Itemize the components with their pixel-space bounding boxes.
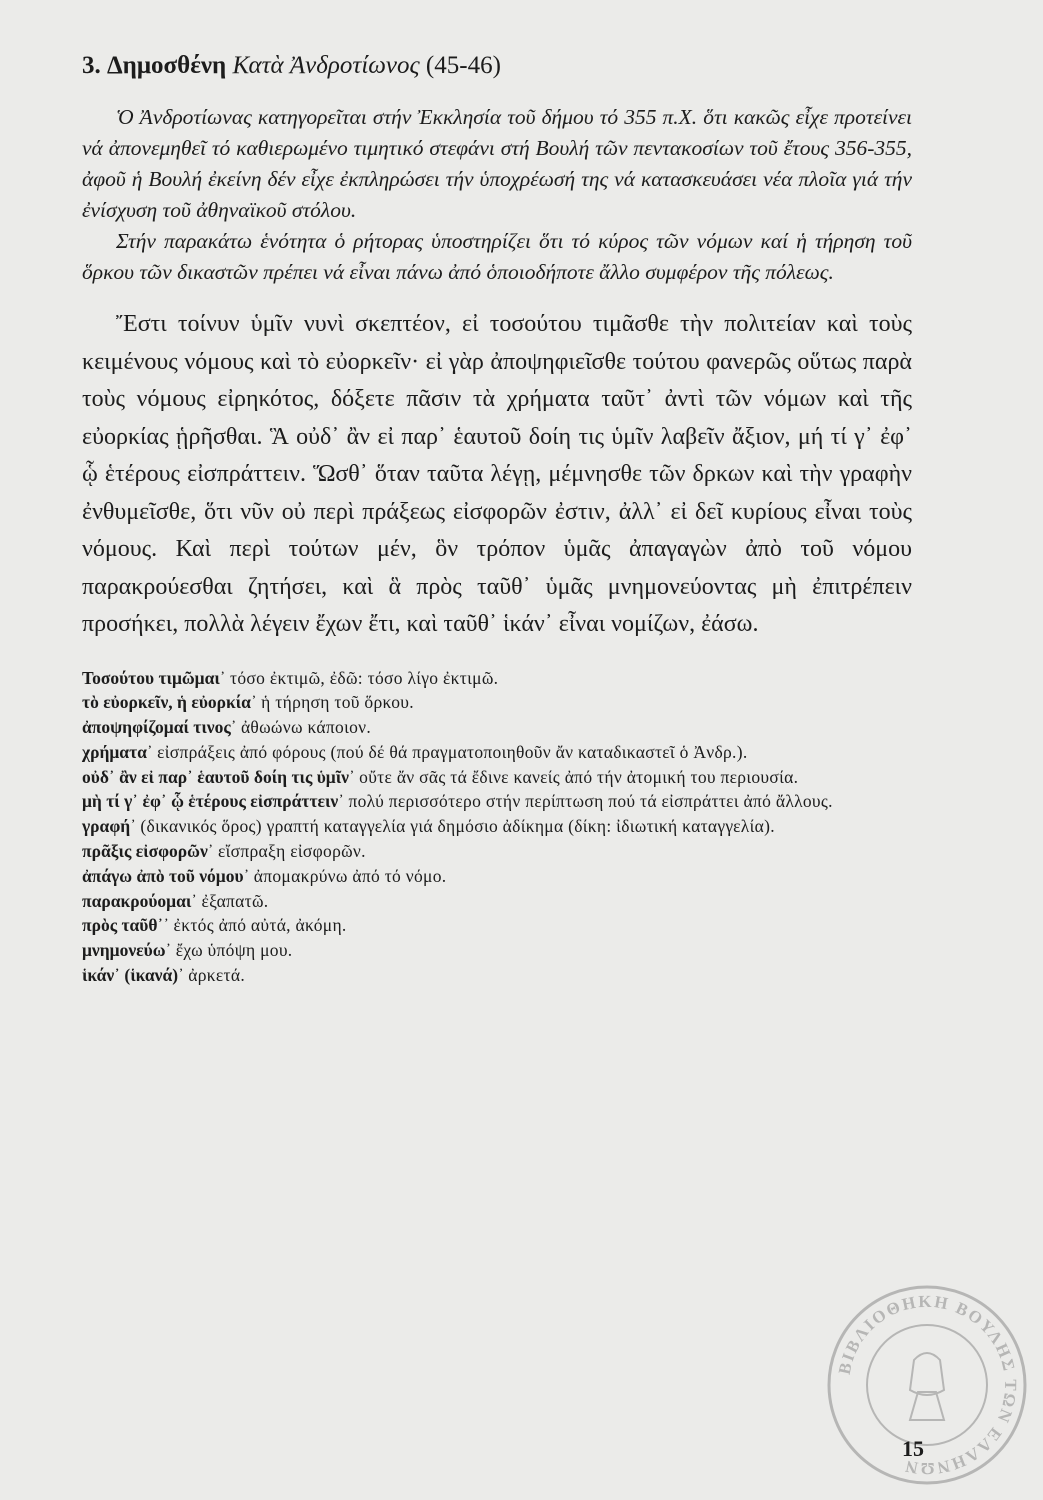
intro-paragraph: Ὁ Ἀνδροτίωνας κατηγορεῖται στήν Ἐκκλησία τοῦ δήμου τό 355 π.Χ. ὅτι κακῶς εἶχε προτείνει νά ἀπονεμηθεῖ τό καθιερωμένο τιμητικό στεφάνι στή Βουλή τῶν πεντακοσίων τοῦ ἔτους 356-355, ἀφοῦ ἡ Βουλή ἐκείνη δέν εἶχε ἐκπληρώσει τήν ὑποχρέωσή της νά κατασκευάσει νέα πλοῖα γιά τήν ἐνίσχυση τοῦ ἀθηναϊκοῦ στόλου. bbox=[82, 105, 912, 222]
section-heading bbox=[82, 52, 912, 80]
glossary-entry: πρὸς ταῦθ᾿᾿ ἐκτός ἀπό αὐτά, ἀκόμη. bbox=[82, 915, 347, 936]
glossary-entry: χρήματα᾿ εἰσπράξεις ἀπό φόρους (πού δέ θά πραγματοποιηθοῦν ἄν καταδικαστεῖ ὁ Ἀνδρ.). bbox=[82, 741, 748, 762]
page-content bbox=[82, 52, 912, 988]
glossary bbox=[82, 666, 912, 988]
glossary-definition: πολύ περισσότερο στήν περίπτωση πού τά εἰσπράττει ἀπό ἄλλους. bbox=[348, 791, 833, 812]
heading-work: Κατὰ Ἀνδροτίωνος bbox=[232, 52, 420, 79]
glossary-definition: ἀπομακρύνω ἀπό τό νόμο. bbox=[253, 865, 447, 886]
glossary-term: οὐδ᾿ ἂν εἰ παρ᾿ ἑαυτοῦ δοίη τις ὑμῖν bbox=[82, 766, 349, 787]
glossary-term: ἀποψηφίζομαί τινος bbox=[82, 717, 231, 738]
glossary-definition: εἴσπραξη εἰσφορῶν. bbox=[217, 841, 366, 862]
glossary-term: παρακρούομαι bbox=[82, 890, 192, 911]
glossary-entry: μνημονεύω᾿ ἔχω ὑπόψη μου. bbox=[82, 940, 293, 961]
ancient-text-passage bbox=[82, 306, 912, 644]
page-number: 15 bbox=[902, 1436, 924, 1461]
glossary-term: ἀπάγω ἀπὸ τοῦ νόμου bbox=[82, 865, 244, 886]
stamp-figure bbox=[910, 1353, 944, 1420]
glossary-term: χρήματα bbox=[82, 741, 147, 762]
glossary-entry: πρᾶξις εἰσφορῶν᾿ εἴσπραξη εἰσφορῶν. bbox=[82, 841, 366, 862]
glossary-definition: ἀρκετά. bbox=[188, 965, 246, 986]
glossary-entry: ἱκάν᾿ (ἱκανά)᾿ ἀρκετά. bbox=[82, 965, 246, 986]
glossary-definition: τόσο ἐκτιμῶ, ἐδῶ: τόσο λίγο ἐκτιμῶ. bbox=[229, 667, 499, 688]
glossary-term: πρὸς ταῦθ᾿ bbox=[82, 915, 164, 936]
glossary-definition: ἀθωώνω κάποιον. bbox=[240, 717, 372, 738]
glossary-definition: ἐκτός ἀπό αὐτά, ἀκόμη. bbox=[173, 915, 347, 936]
glossary-term: ἱκάν᾿ (ἱκανά) bbox=[82, 965, 179, 986]
glossary-term: τὸ εὐορκεῖν, ἡ εὐορκία bbox=[82, 692, 251, 713]
glossary-entry: ἀπάγω ἀπὸ τοῦ νόμου᾿ ἀπομακρύνω ἀπό τό νόμο. bbox=[82, 865, 447, 886]
glossary-entry: μὴ τί γ᾿ ἐφ᾿ ᾧ ἑτέρους εἰσπράττειν᾿ πολύ περισσότερο στήν περίπτωση πού τά εἰσπράττει ἀπό ἄλλους. bbox=[82, 791, 833, 812]
introduction bbox=[82, 102, 912, 288]
glossary-entry: τὸ εὐορκεῖν, ἡ εὐορκία᾿ ἡ τήρηση τοῦ ὅρκου. bbox=[82, 692, 414, 713]
glossary-term: πρᾶξις εἰσφορῶν bbox=[82, 841, 208, 862]
intro-paragraph: Στήν παρακάτω ἑνότητα ὁ ρήτορας ὑποστηρίζει ὅτι τό κύρος τῶν νόμων καί ἡ τήρηση τοῦ ὅρκου τῶν δικαστῶν πρέπει νά εἶναι πάνω ἀπό ὁποιοδήποτε ἄλλο συμφέρον τῆς πόλεως. bbox=[82, 229, 912, 284]
glossary-entry: ἀποψηφίζομαί τινος᾿ ἀθωώνω κάποιον. bbox=[82, 717, 372, 738]
glossary-definition: εἰσπράξεις ἀπό φόρους (πού δέ θά πραγματοποιηθοῦν ἄν καταδικαστεῖ ὁ Ἀνδρ.). bbox=[157, 741, 748, 762]
glossary-entry: οὐδ᾿ ἂν εἰ παρ᾿ ἑαυτοῦ δοίη τις ὑμῖν᾿ οὔτε ἄν σᾶς τά ἔδινε κανείς ἀπό τήν ἀτομική του περιουσία. bbox=[82, 766, 799, 787]
heading-author: Δημοσθένη bbox=[107, 52, 227, 79]
glossary-definition: (δικανικός ὅρος) γραπτή καταγγελία γιά δημόσιο ἀδίκημα (δίκη: ἰδιωτική καταγγελία). bbox=[140, 816, 775, 837]
stamp-text: ΒΙΒΛΙΟΘΗΚΗ ΒΟΥΛΗΣ ΤΩΝ ΕΛΛΗΝΩΝ bbox=[834, 1291, 1021, 1479]
glossary-definition: ἔχω ὑπόψη μου. bbox=[175, 940, 293, 961]
heading-number: 3. bbox=[82, 52, 101, 79]
glossary-definition: ἡ τήρηση τοῦ ὅρκου. bbox=[261, 692, 414, 713]
library-stamp-icon bbox=[822, 1280, 1032, 1490]
stamp-inner-ring bbox=[867, 1325, 987, 1445]
glossary-entry: γραφή᾿ (δικανικός ὅρος) γραπτή καταγγελία γιά δημόσιο ἀδίκημα (δίκη: ἰδιωτική καταγγελία). bbox=[82, 816, 775, 837]
glossary-term: Τοσούτου τιμῶμαι bbox=[82, 667, 220, 688]
glossary-definition: οὔτε ἄν σᾶς τά ἔδινε κανείς ἀπό τήν ἀτομική του περιουσία. bbox=[359, 766, 799, 787]
glossary-term: μὴ τί γ᾿ ἐφ᾿ ᾧ ἑτέρους εἰσπράττειν bbox=[82, 791, 339, 812]
heading-section: (45-46) bbox=[425, 52, 501, 79]
glossary-definition: ἐξαπατῶ. bbox=[201, 890, 269, 911]
glossary-term: μνημονεύω bbox=[82, 940, 166, 961]
passage-paragraph: Ἔστι τοίνυν ὑμῖν νυνὶ σκεπτέον, εἰ τοσούτου τιμᾶσθε τὴν πολιτείαν καὶ τοὺς κειμένους νόμους καὶ τὸ εὐορκεῖν· εἰ γὰρ ἀποψηφιεῖσθε τούτου φανερῶς οὕτως παρὰ τοὺς νόμους εἰρηκότος, δόξετε πᾶσιν τὰ χρήματα ταῦτ᾿ ἀντὶ τῶν νόμων καὶ τῆς εὐορκίας ᾑρῆσθαι. Ἃ οὐδ᾿ ἂν εἰ παρ᾿ ἑαυτοῦ δοίη τις ὑμῖν λαβεῖν ἄξιον, μή τί γ᾿ ἐφ᾿ ᾧ ἑτέρους εἰσπράττειν. Ὥσθ᾿ ὅταν ταῦτα λέγῃ, μέμνησθε τῶν δρκων καὶ τὴν γραφὴν ἐνθυμεῖσθε, ὅτι νῦν οὐ περὶ πράξεως εἰσφορῶν ἐστιν, ἀλλ᾿ εἰ δεῖ κυρίους εἶναι τοὺς νόμους. Καὶ περὶ τούτων μέν, ὃν τρόπον ὑμᾶς ἀπαγαγὼν ἀπὸ τοῦ νόμου παρακρούεσθαι ζητήσει, καὶ ἃ πρὸς ταῦθ᾿ ὑμᾶς μνημονεύοντας μὴ ἐπιτρέπειν προσήκει, πολλὰ λέγειν ἔχων ἔτι, καὶ ταῦθ᾿ ἱκάν᾿ εἶναι νομίζων, ἐάσω. bbox=[82, 311, 912, 637]
glossary-term: γραφή bbox=[82, 816, 131, 837]
glossary-entry: παρακρούομαι᾿ ἐξαπατῶ. bbox=[82, 890, 269, 911]
stamp-outer-ring bbox=[829, 1287, 1025, 1483]
glossary-entry: Τοσούτου τιμῶμαι᾿ τόσο ἐκτιμῶ, ἐδῶ: τόσο λίγο ἐκτιμῶ. bbox=[82, 667, 499, 688]
